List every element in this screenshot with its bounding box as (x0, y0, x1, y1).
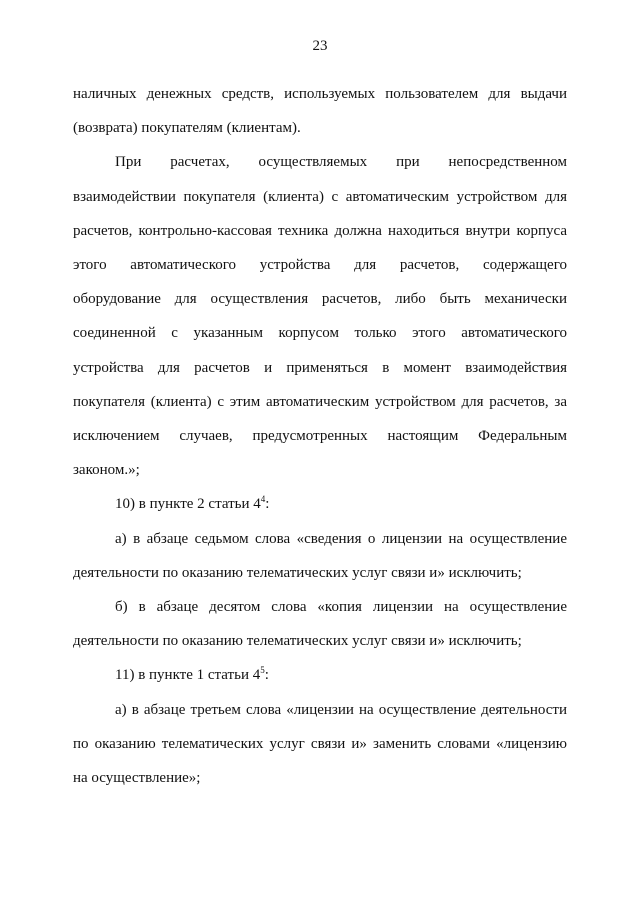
paragraph-item-11a (73, 693, 567, 796)
paragraph-item-10b (73, 590, 567, 658)
item-11-text: 11) в пункте 1 статьи 4 (115, 667, 261, 684)
item-11-tail: : (264, 667, 269, 684)
paragraph-item-10a (73, 522, 567, 590)
text-line: исключением случаев, предусмотренных настоящим Федеральным (73, 428, 567, 445)
text-line: а) в абзаце третьем слова «лицензии на осуществление деятельности (115, 701, 567, 718)
page-number: 23 (312, 38, 328, 54)
text-line: расчетов, контрольно-кассовая техника должна находиться внутри корпуса (73, 222, 567, 239)
item-10-text: 10) в пункте 2 статьи 4 (115, 496, 261, 513)
paragraph-cash-continuation (73, 77, 567, 145)
paragraph-item-10 (73, 487, 567, 521)
paragraph-item-11 (73, 658, 567, 692)
item-10-superscript: 4 (260, 494, 266, 505)
text-line: устройства для расчетов и применяться в момент взаимодействия (73, 359, 567, 376)
text-line: При расчетах, осуществляемых при непосредственном (115, 154, 567, 171)
text-line: взаимодействии покупателя (клиента) с автоматическим устройством для (73, 188, 567, 205)
text-line: а) в абзаце седьмом слова «сведения о лицензии на осуществление (115, 530, 567, 547)
paragraph-automatic-device (73, 145, 567, 487)
text-line: соединенной с указанным корпусом только этого автоматического (73, 325, 567, 342)
text-line: на осуществление»; (73, 770, 201, 787)
item-11-superscript: 5 (260, 665, 265, 676)
text-line: наличных денежных средств, используемых пользователем для выдачи (73, 86, 567, 102)
text-line: деятельности по оказанию телематических услуг связи и» исключить; (73, 633, 522, 650)
document-body (73, 77, 567, 795)
item-10-tail: : (265, 496, 270, 513)
text-line: оборудование для осуществления расчетов, либо быть механически (73, 291, 567, 308)
text-line: этого автоматического устройства для расчетов, содержащего (73, 257, 567, 274)
text-line: деятельности по оказанию телематических услуг связи и» исключить; (73, 564, 522, 581)
text-line: по оказанию телематических услуг связи и» заменить словами «лицензию (73, 735, 567, 752)
text-line: (возврата) покупателям (клиентам). (73, 120, 301, 137)
text-line: б) в абзаце десятом слова «копия лицензии на осуществление (115, 599, 567, 616)
text-line: законом.»; (73, 462, 140, 479)
text-line: покупателя (клиента) с этим автоматическим устройством для расчетов, за (73, 393, 567, 410)
